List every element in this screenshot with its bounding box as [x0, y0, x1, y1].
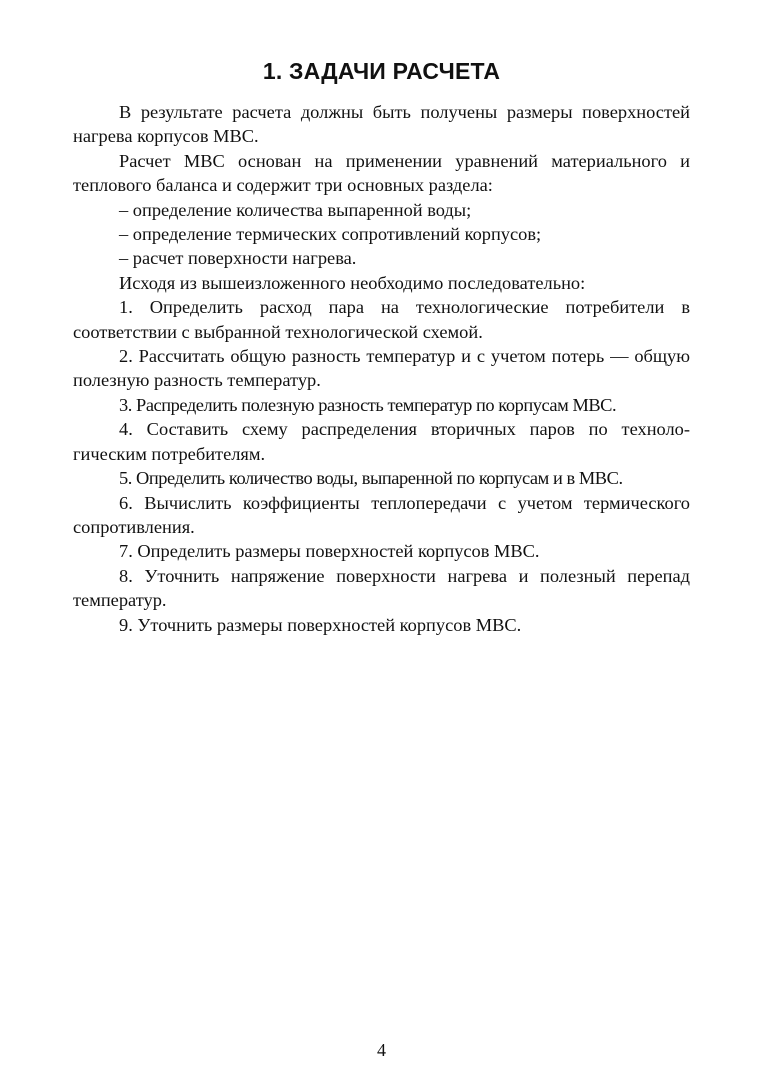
list-item-step: 6. Вычислить коэффициенты теплопередачи с учетом термического сопротивления. [73, 492, 690, 537]
paragraph-sequence-intro: Исходя из вышеизложенного необходимо последовательно: [119, 272, 586, 293]
list-item-step: 4. Составить схему распределения вторичных паров по технологическим потребителям. [73, 419, 690, 464]
body-text [73, 100, 690, 637]
list-item-step: 9. Уточнить размеры поверхностей корпусов МВС. [119, 614, 522, 635]
list-item-step: 2. Рассчитать общую разность температур и с учетом потерь — общую полезную разность температур. [73, 346, 690, 391]
list-item-step: 8. Уточнить напряжение поверхности нагрева и полезный перепад температур. [73, 565, 690, 611]
list-item-step: 7. Определить размеры поверхностей корпусов МВС. [119, 541, 540, 562]
list-item-dash: – определение термических сопротивлений корпусов; [119, 224, 542, 245]
page-title: 1. ЗАДАЧИ РАСЧЕТА [262, 58, 501, 84]
list-item-step: 3. Распределить полезную разность температур по корпусам МВС. [119, 394, 617, 415]
list-item-step: 1. Определить расход пара на технологические потребители в соответствии с выбранной технологической схемой. [73, 297, 690, 342]
list-item-step: 5. Определить количество воды, выпаренной по корпусам и в МВС. [119, 468, 623, 489]
page-number: 4 [377, 1040, 386, 1060]
paragraph-intro: В результате расчета должны быть получены размеры поверхностей нагрева корпусов МВС. [73, 102, 690, 147]
list-item-dash: – определение количества выпаренной воды; [119, 199, 472, 220]
list-item-dash: – расчет поверхности нагрева. [119, 248, 357, 269]
paragraph-basis: Расчет МВС основан на применении уравнений материального и теплового баланса и содержит три основных раздела: [73, 150, 690, 196]
